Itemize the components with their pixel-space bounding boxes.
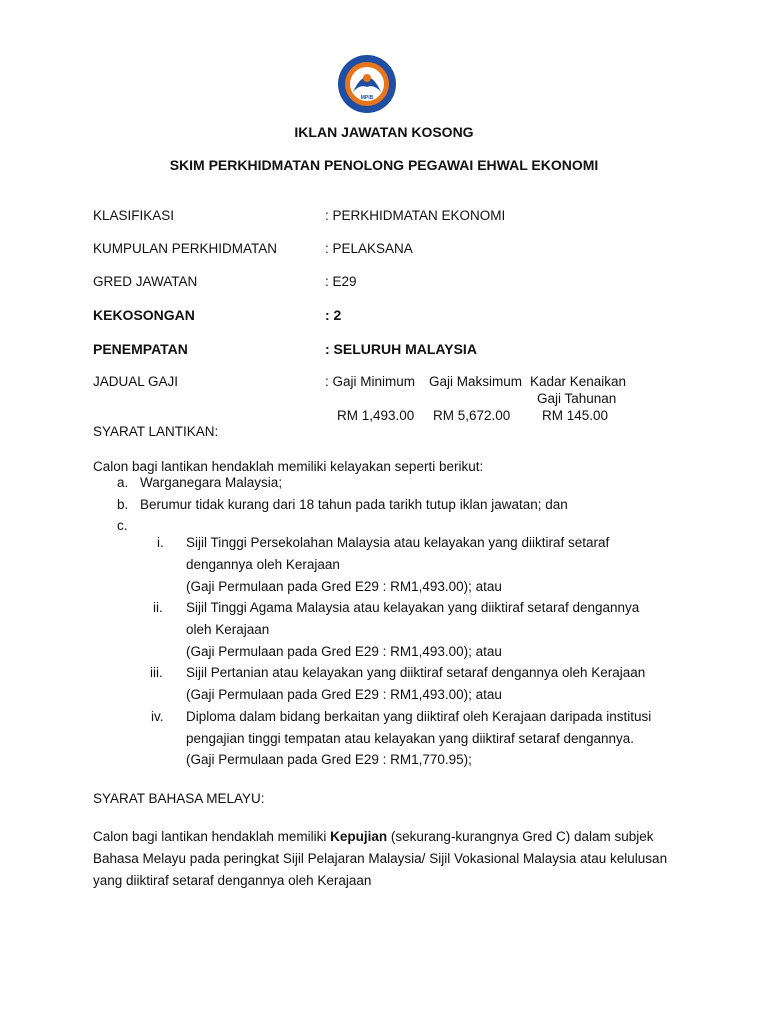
list-item: Warganegara Malaysia;: [140, 475, 283, 490]
detail-label-klasifikasi: KLASIFIKASI: [93, 208, 175, 223]
section-title-syarat-lantikan: SYARAT LANTIKAN:: [93, 424, 219, 439]
sublist-line: (Gaji Permulaan pada Gred E29 : RM1,493.00); atau: [186, 687, 502, 702]
list-marker: c.: [117, 518, 128, 533]
bahasa-line-1-pre: Calon bagi lantikan hendaklah memiliki: [93, 829, 331, 844]
detail-label-penempatan: PENEMPATAN: [93, 341, 188, 357]
list-marker: b.: [117, 497, 129, 512]
sublist-line: Diploma dalam bidang berkaitan yang diiktiraf oleh Kerajaan daripada institusi: [186, 709, 652, 724]
page-subtitle: SKIM PERKHIDMATAN PENOLONG PEGAWAI EHWAL EKONOMI: [169, 157, 599, 173]
sublist-line: (Gaji Permulaan pada Gred E29 : RM1,493.00); atau: [186, 579, 502, 594]
detail-value-kumpulan: : PELAKSANA: [325, 241, 413, 256]
sublist-marker: i.: [157, 535, 164, 550]
bahasa-line-1-post: (sekurang-kurangnya Gred C) dalam subjek: [387, 829, 654, 844]
sublist-marker: iii.: [150, 665, 163, 680]
salary-label: JADUAL GAJI: [93, 374, 179, 389]
sublist-line: Sijil Tinggi Persekolahan Malaysia atau kelayakan yang diiktiraf setaraf: [186, 535, 610, 550]
sublist-line: (Gaji Permulaan pada Gred E29 : RM1,770.95);: [186, 752, 472, 767]
detail-label-kekosongan: KEKOSONGAN: [93, 307, 195, 323]
mpib-logo: [337, 54, 397, 114]
syarat-intro: Calon bagi lantikan hendaklah memiliki kelayakan seperti berikut:: [93, 459, 484, 474]
section-title-syarat-bahasa: SYARAT BAHASA MELAYU:: [93, 791, 265, 806]
salary-header-increment-line2: Gaji Tahunan: [537, 391, 617, 406]
bahasa-line-3: yang diiktiraf setaraf dengannya oleh Kerajaan: [93, 873, 372, 888]
sublist-line: (Gaji Permulaan pada Gred E29 : RM1,493.00); atau: [186, 644, 502, 659]
sublist-line: oleh Kerajaan: [186, 622, 270, 637]
list-item: Berumur tidak kurang dari 18 tahun pada tarikh tutup iklan jawatan; dan: [140, 497, 568, 512]
sublist-marker: iv.: [151, 709, 164, 724]
salary-max-value: RM 5,672.00: [433, 408, 511, 423]
salary-header-increment-line1: Kadar Kenaikan: [530, 374, 627, 389]
list-marker: a.: [117, 475, 129, 490]
bahasa-line-1: [93, 829, 654, 844]
sublist-marker: ii.: [153, 600, 163, 615]
mpib-emblem-icon: [337, 54, 397, 114]
sublist-line: dengannya oleh Kerajaan: [186, 557, 340, 572]
sublist-line: Sijil Tinggi Agama Malaysia atau kelayakan yang diiktiraf setaraf dengannya: [186, 600, 640, 615]
salary-header-min: : Gaji Minimum: [325, 374, 416, 389]
sublist-line: Sijil Pertanian atau kelayakan yang diiktiraf setaraf dengannya oleh Kerajaan: [186, 665, 646, 680]
bahasa-line-2: Bahasa Melayu pada peringkat Sijil Pelajaran Malaysia/ Sijil Vokasional Malaysia atau kelulusan: [93, 851, 668, 866]
sublist-line: pengajian tinggi tempatan atau kelayakan yang diiktiraf setaraf dengannya.: [186, 731, 635, 746]
salary-header-max: Gaji Maksimum: [429, 374, 523, 389]
detail-value-penempatan: : SELURUH MALAYSIA: [325, 341, 477, 357]
salary-increment-value: RM 145.00: [542, 408, 609, 423]
logo-text: MPIB: [360, 95, 374, 101]
detail-label-kumpulan: KUMPULAN PERKHIDMATAN: [93, 241, 278, 256]
detail-value-kekosongan: : 2: [325, 307, 342, 323]
bahasa-line-1-emphasis: Kepujian: [330, 829, 388, 844]
detail-value-klasifikasi: : PERKHIDMATAN EKONOMI: [325, 208, 506, 223]
page-title: IKLAN JAWATAN KOSONG: [294, 124, 474, 140]
detail-label-gred: GRED JAWATAN: [93, 274, 198, 289]
salary-min-value: RM 1,493.00: [337, 408, 415, 423]
detail-value-gred: : E29: [325, 274, 357, 289]
